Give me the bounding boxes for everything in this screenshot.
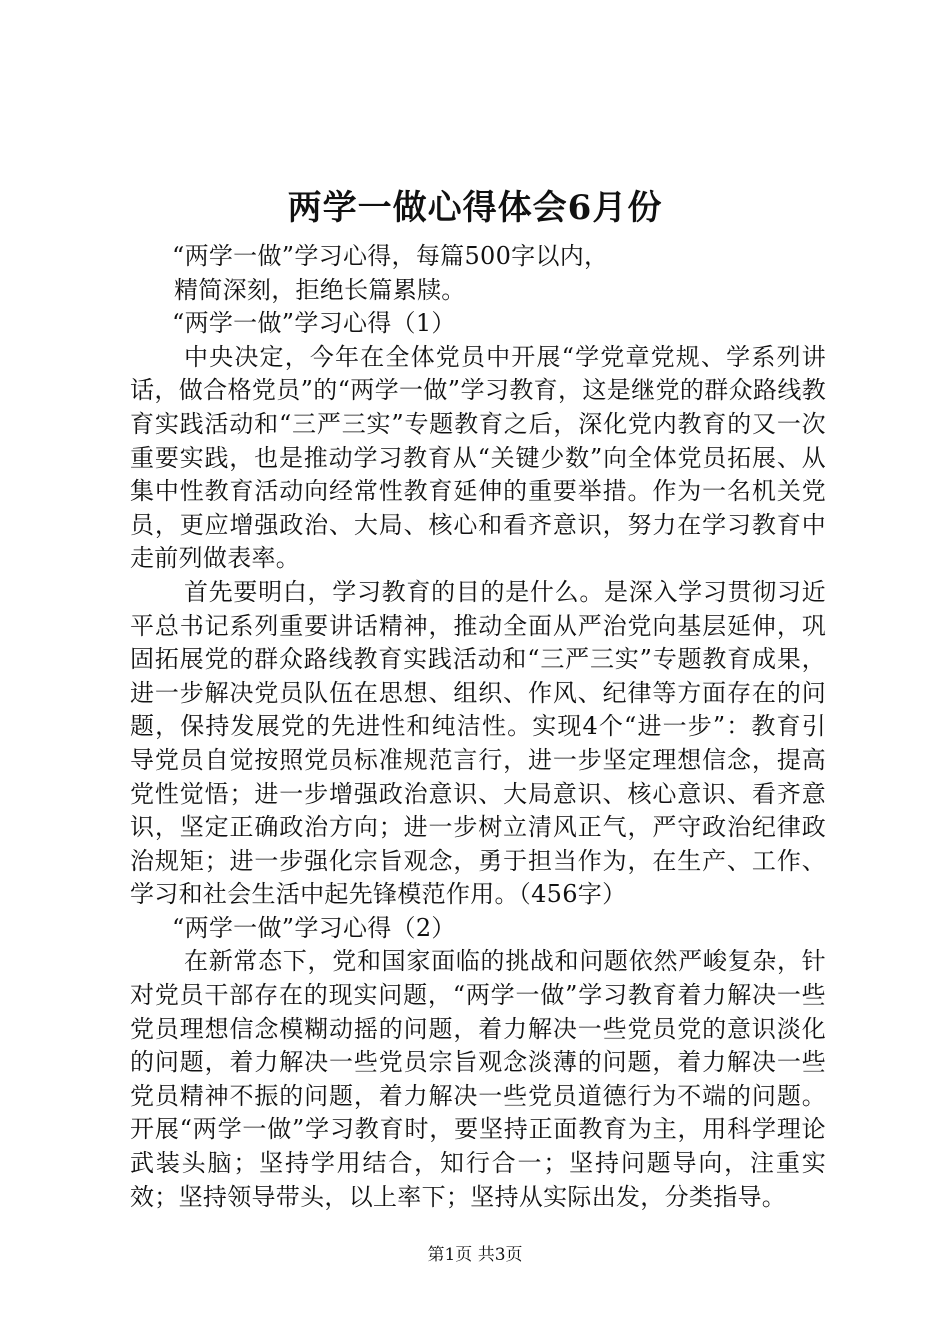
- document-body: [130, 240, 826, 1214]
- intro-line: “两学一做”学习心得，每篇500字以内，: [172, 242, 609, 270]
- body-paragraph: 在新常态下，党和国家面临的挑战和问题依然严峻复杂，针对党员干部存在的现实问题，“两学一做”学习教育着力解决一些党员理想信念模糊动摇的问题，着力解决一些党员党的意识淡化的问题，着力解决一些党员宗旨观念淡薄的问题，着力解决一些党员精神不振的问题，着力解决一些党员道德行为不端的问题。开展“两学一做”学习教育时，要坚持正面教育为主，用科学理论武装头脑；坚持学用结合，知行合一；坚持问题导向，注重实效；坚持领导带头，以上率下；坚持从实际出发，分类指导。: [130, 947, 826, 1211]
- page-indicator: 第1页 共3页: [427, 1245, 523, 1265]
- document-title: 两学一做心得体会6月份: [287, 188, 663, 228]
- section-heading: “两学一做”学习心得（2）: [172, 913, 456, 942]
- intro-line: 精简深刻，拒绝长篇累牍。: [174, 275, 466, 304]
- section-heading: “两学一做”学习心得（1）: [172, 309, 456, 338]
- body-paragraph: 首先要明白，学习教育的目的是什么。是深入学习贯彻习近平总书记系列重要讲话精神，推动全面从严治党向基层延伸，巩固拓展党的群众路线教育实践活动和“三严三实”专题教育成果，进一步解决党员队伍在思想、组织、作风、纪律等方面存在的问题，保持发展党的先进性和纯洁性。实现4个“进一步”：教育引导党员自觉按照党员标准规范言行，进一步坚定理想信念，提高党性觉悟；进一步增强政治意识、大局意识、核心意识、看齐意识，坚定正确政治方向；进一步树立清风正气，严守政治纪律政治规矩；进一步强化宗旨观念，勇于担当作为，在生产、工作、学习和社会生活中起先锋模范作用。（456字）: [130, 577, 826, 909]
- body-paragraph: 中央决定，今年在全体党员中开展“学党章党规、学系列讲话，做合格党员”的“两学一做”学习教育，这是继党的群众路线教育实践活动和“三严三实”专题教育之后，深化党内教育的又一次重要实践，也是推动学习教育从“关键少数”向全体党员拓展、从集中性教育活动向经常性教育延伸的重要举措。作为一名机关党员，更应增强政治、大局、核心和看齐意识，努力在学习教育中走前列做表率。: [130, 342, 826, 573]
